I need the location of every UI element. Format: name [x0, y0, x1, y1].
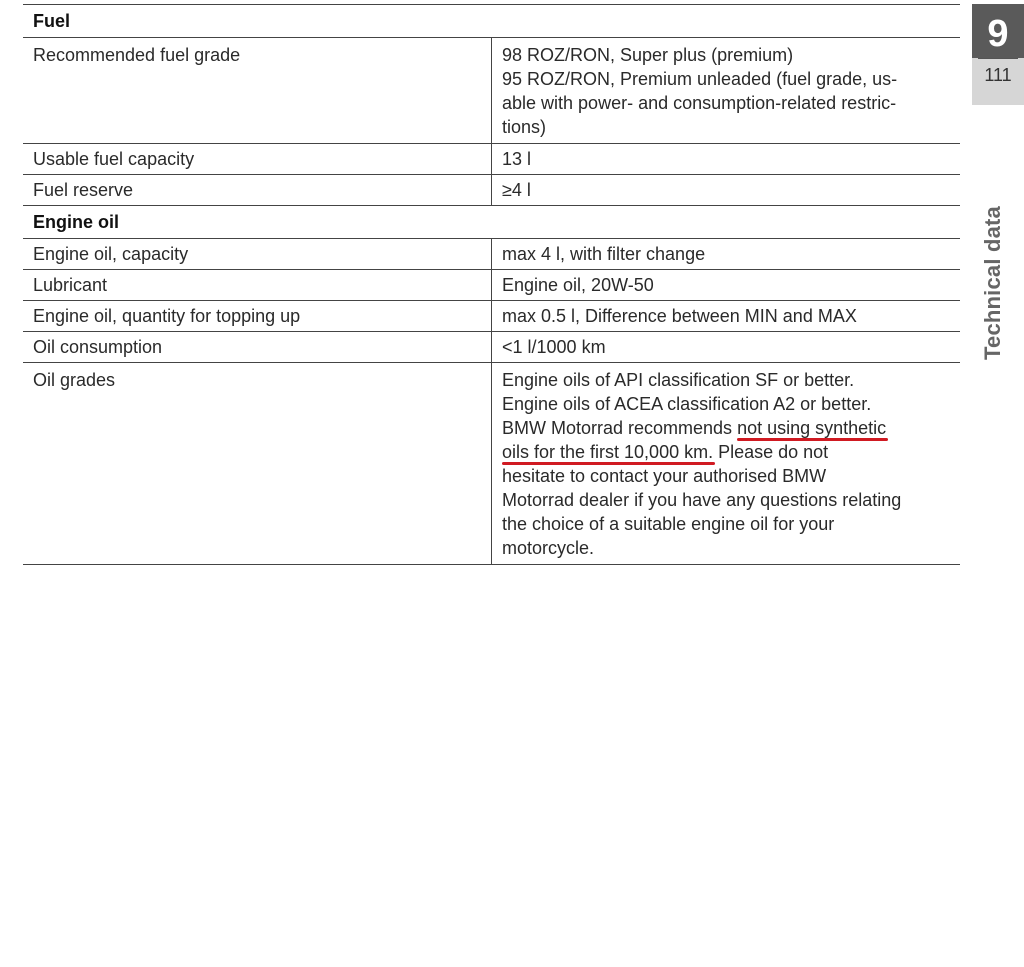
row-label: Oil consumption — [23, 332, 492, 363]
table-row — [23, 38, 960, 144]
table-row — [23, 270, 960, 301]
row-label: Engine oil, capacity — [23, 239, 492, 270]
section-title: Engine oil — [23, 206, 960, 239]
highlighted-text-content: oils for the first 10,000 km. — [502, 442, 714, 462]
row-label: Engine oil, quantity for topping up — [23, 301, 492, 332]
page-number-box — [972, 58, 1024, 105]
page-number: 111 — [984, 65, 1012, 85]
table-row — [23, 144, 960, 175]
row-value — [492, 363, 961, 565]
value-line: 95 ROZ/RON, Premium unleaded (fuel grade, us- — [502, 69, 898, 89]
value-text: Please do not — [713, 442, 829, 462]
highlighted-text-content: not using synthetic — [737, 418, 887, 438]
red-underline — [737, 438, 888, 441]
table-row — [23, 301, 960, 332]
value-line: Engine oils of ACEA classification A2 or better. — [502, 394, 872, 414]
row-value: max 4 l, with filter change — [492, 239, 961, 270]
row-label: Lubricant — [23, 270, 492, 301]
value-line: tions) — [502, 117, 547, 137]
row-label: Usable fuel capacity — [23, 144, 492, 175]
highlighted-text — [737, 418, 886, 438]
value-line: 98 ROZ/RON, Super plus (premium) — [502, 45, 794, 65]
value-line: hesitate to contact your authorised BMW — [502, 466, 827, 486]
chapter-title-vertical: Technical data — [980, 206, 1005, 360]
row-label: Oil grades — [23, 363, 492, 565]
table-row — [23, 239, 960, 270]
table-row — [23, 332, 960, 363]
value-line: the choice of a suitable engine oil for your — [502, 514, 835, 534]
value-line: motorcycle. — [502, 538, 595, 558]
row-value: <1 l/1000 km — [492, 332, 961, 363]
row-value — [492, 38, 961, 144]
row-label: Fuel reserve — [23, 175, 492, 206]
row-value: max 0.5 l, Difference between MIN and MAX — [492, 301, 961, 332]
value-line: Engine oils of API classification SF or better. — [502, 370, 855, 390]
chapter-number: 9 — [987, 13, 1009, 55]
row-label: Recommended fuel grade — [23, 38, 492, 144]
value-line — [502, 440, 950, 464]
divider — [978, 58, 1018, 59]
section-header-engine-oil — [23, 206, 960, 239]
highlighted-text — [502, 442, 713, 462]
section-header-fuel — [23, 5, 960, 38]
spec-table — [23, 4, 960, 565]
value-line: Motorrad dealer if you have any questions relating — [502, 490, 902, 510]
value-line: able with power- and consumption-related restric- — [502, 93, 897, 113]
row-value: ≥4 l — [492, 175, 961, 206]
value-line — [502, 416, 950, 440]
value-text: BMW Motorrad recommends — [502, 418, 738, 438]
table-row — [23, 175, 960, 206]
section-title: Fuel — [23, 5, 960, 38]
row-value: 13 l — [492, 144, 961, 175]
red-underline — [502, 462, 715, 465]
row-value: Engine oil, 20W-50 — [492, 270, 961, 301]
table-row — [23, 363, 960, 565]
